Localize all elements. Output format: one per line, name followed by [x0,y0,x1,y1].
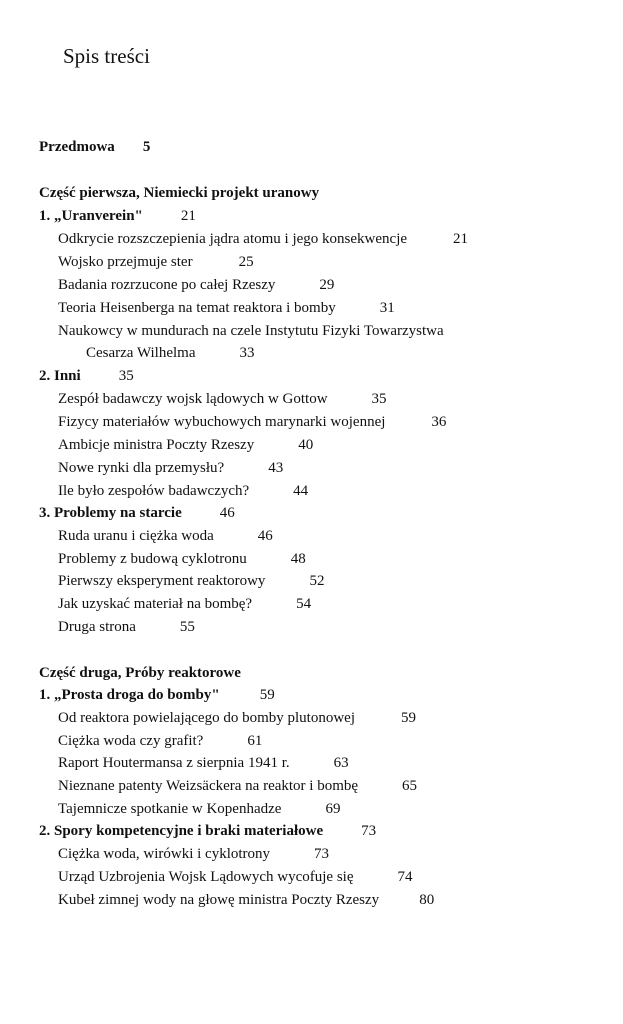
toc-section-page: 54 [296,596,312,612]
toc-section-page: 33 [239,345,255,361]
toc-section-label: Jak uzyskać materiał na bombę? [58,596,253,612]
toc-section [58,459,283,477]
toc-section-page: 36 [431,414,447,430]
toc-section [58,868,413,886]
toc-section [58,709,416,727]
toc-section [58,436,313,454]
toc-section [58,482,308,500]
toc-section [58,777,417,795]
toc-section [58,276,334,294]
toc-section-page: 25 [238,254,254,270]
toc-part-title: Część pierwsza, Niemiecki projekt uranowy [39,185,320,201]
toc-section [58,230,468,248]
toc-section-label: Nowe rynki dla przemysłu? [58,460,225,476]
toc-part-title: Część druga, Próby reaktorowe [39,665,241,681]
toc-section-page: 65 [402,778,418,794]
toc-section-label: Ambicje ministra Poczty Rzeszy [58,437,255,453]
toc-section [58,754,349,772]
toc-section-label: Teoria Heisenberga na temat reaktora i bomby [58,300,336,316]
toc-section [58,390,387,408]
toc-section-label: Kubeł zimnej wody na głowę ministra Poczty Rzeszy [58,892,380,908]
toc-section-page: 40 [298,437,314,453]
toc-section [58,845,329,863]
toc-section-label: Druga strona [58,619,136,635]
toc-chapter [39,367,134,385]
toc-preface [39,138,150,156]
toc-chapter-page: 46 [219,505,235,521]
toc-section-label: Tajemnicze spotkanie w Kopenhadze [58,801,282,817]
toc-section-label: Ciężka woda czy grafit? [58,733,204,749]
toc-section [58,253,254,271]
toc-chapter [39,504,235,522]
toc-section-label: Ruda uranu i ciężka woda [58,528,214,544]
toc-section-page: 29 [319,277,335,293]
toc-section-page: 21 [453,231,469,247]
toc-section [58,891,434,909]
toc-chapter-page: 21 [180,208,196,224]
toc-section-label: Wojsko przejmuje ster [58,254,193,270]
toc-section-page: 46 [257,528,273,544]
toc-section [58,595,311,613]
toc-section-label: Fizycy materiałów wybuchowych marynarki wojennej [58,414,386,430]
toc-section-label: Odkrycie rozszczepienia jądra atomu i jego konsekwencje [58,231,408,247]
toc-section-page: 43 [268,460,284,476]
toc-section [58,800,340,818]
toc-section-label: Od reaktora powielającego do bomby plutonowej [58,710,355,726]
toc-chapter [39,686,275,704]
toc-section-label: Urząd Uzbrojenia Wojsk Lądowych wycofuje się [58,869,354,885]
toc-chapter-label: 1. „Uranverein" [39,208,143,224]
toc-section-label: Badania rozrzucone po całej Rzeszy [58,277,276,293]
toc-section-label: Nieznane patenty Weizsäckera na reaktor i bombę [58,778,359,794]
toc-section [86,344,255,362]
toc-chapter [39,822,376,840]
toc-section-label: Cesarza Wilhelma [86,345,196,361]
toc-section [58,322,444,340]
toc-section-page: 44 [293,483,309,499]
toc-preface-page: 5 [142,139,151,155]
toc-preface-label: Przedmowa [39,139,115,155]
toc-chapter-label: 2. Inni [39,368,81,384]
toc-section-page: 69 [325,801,341,817]
toc-section-page: 61 [247,733,263,749]
toc-chapter [39,207,196,225]
toc-section-page: 74 [397,869,413,885]
toc-chapter-label: 2. Spory kompetencyjne i braki materiałowe [39,823,324,839]
toc-section-label: Zespół badawczy wojsk lądowych w Gottow [58,391,328,407]
toc-section-page: 48 [290,551,306,567]
toc-section [58,618,195,636]
page-title: Spis treści [63,44,150,68]
toc-section [58,299,395,317]
toc-section-label: Problemy z budową cyklotronu [58,551,247,567]
toc-section-page: 59 [401,710,416,726]
toc-section-page: 63 [333,755,349,771]
toc-section [58,572,324,590]
toc-section [58,527,273,545]
toc-section [58,550,306,568]
toc-section-page: 80 [419,892,435,908]
toc-section-page: 73 [314,846,330,862]
toc-section-page: 52 [309,573,325,589]
toc-chapter-label: 3. Problemy na starcie [39,505,182,521]
toc-section-page: 35 [371,391,387,407]
toc-chapter-page: 35 [118,368,134,384]
toc-section [58,413,446,431]
toc-chapter-page: 59 [259,687,275,703]
toc-section-label: Ile było zespołów badawczych? [58,483,250,499]
toc-section [58,732,262,750]
toc-section-label: Naukowcy w mundurach na czele Instytutu Fizyki Towarzystwa [58,323,444,339]
toc-section-page: 31 [379,300,395,316]
toc-section-label: Ciężka woda, wirówki i cyklotrony [58,846,271,862]
toc-chapter-page: 73 [361,823,377,839]
toc-section-label: Raport Houtermansa z sierpnia 1941 r. [58,755,290,771]
toc-section-page: 55 [179,619,195,635]
toc-section-label: Pierwszy eksperyment reaktorowy [58,573,266,589]
toc-chapter-label: 1. „Prosta droga do bomby" [39,687,220,703]
